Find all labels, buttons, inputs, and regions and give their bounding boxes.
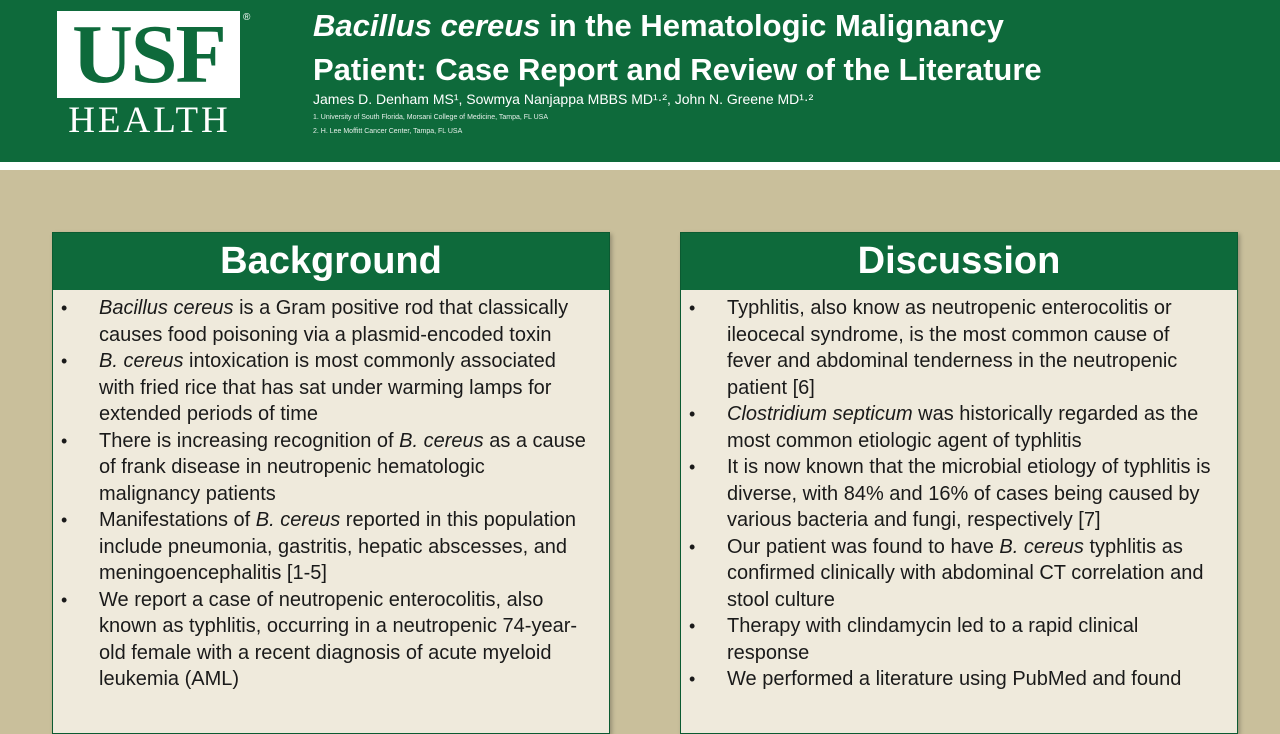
discussion-item: • Our patient was found to have B. cereus typhlitis as confirmed clinically with abdominal CT correlation and stool culture xyxy=(727,534,1219,614)
logo-usf-text: USF xyxy=(72,7,225,101)
poster-header xyxy=(0,0,1280,162)
background-item: • B. cereus intoxication is most commonly associated with fried rice that has sat under warming lamps for extended periods of time xyxy=(99,348,591,428)
discussion-item: • Clostridium septicum was historically regarded as the most common etiologic agent of typhlitis xyxy=(727,401,1219,454)
discussion-item: • Therapy with clindamycin led to a rapid clinical response xyxy=(727,613,1219,666)
logo-registered-mark: ® xyxy=(243,12,251,23)
background-item: • Manifestations of B. cereus reported in this population include pneumonia, gastritis, hepatic abscesses, and meningoencephalitis [1-5] xyxy=(99,507,591,587)
poster-title xyxy=(313,4,1213,92)
background-item: • Bacillus cereus is a Gram positive rod that classically causes food poisoning via a plasmid-encoded toxin xyxy=(99,295,591,348)
discussion-list xyxy=(681,290,1237,693)
title-line1-rest: in the Hematologic Malignancy xyxy=(540,8,1004,43)
discussion-item: • It is now known that the microbial etiology of typhlitis is diverse, with 84% and 16% of cases being caused by various bacteria and fungi, respectively [7] xyxy=(727,454,1219,534)
discussion-heading: Discussion xyxy=(681,233,1237,290)
background-item: • We report a case of neutropenic enterocolitis, also known as typhlitis, occurring in a neutropenic 74-year-old female with a recent diagnosis of acute myeloid leukemia (AML) xyxy=(99,587,591,693)
discussion-panel xyxy=(680,232,1238,734)
discussion-item: • Typhlitis, also know as neutropenic enterocolitis or ileocecal syndrome, is the most common cause of fever and abdominal tenderness in the neutropenic patient [6] xyxy=(727,295,1219,401)
background-list xyxy=(53,290,609,693)
background-heading: Background xyxy=(53,233,609,290)
discussion-item: • We performed a literature using PubMed and found xyxy=(727,666,1219,693)
title-organism: Bacillus cereus xyxy=(313,8,541,43)
background-panel xyxy=(52,232,610,734)
logo-health-text: HEALTH xyxy=(68,100,231,141)
background-item: • There is increasing recognition of B. cereus as a cause of frank disease in neutropenic hematologic malignancy patients xyxy=(99,428,591,508)
header-divider xyxy=(0,162,1280,170)
affiliation-2: 2. H. Lee Moffitt Cancer Center, Tampa, FL USA xyxy=(313,128,463,135)
usf-logo xyxy=(57,7,240,101)
author-list: James D. Denham MS¹, Sowmya Nanjappa MBBS MD¹·², John N. Greene MD¹·² xyxy=(313,91,814,107)
title-line2: Patient: Case Report and Review of the Literature xyxy=(313,52,1042,87)
affiliation-1: 1. University of South Florida, Morsani College of Medicine, Tampa, FL USA xyxy=(313,114,548,121)
